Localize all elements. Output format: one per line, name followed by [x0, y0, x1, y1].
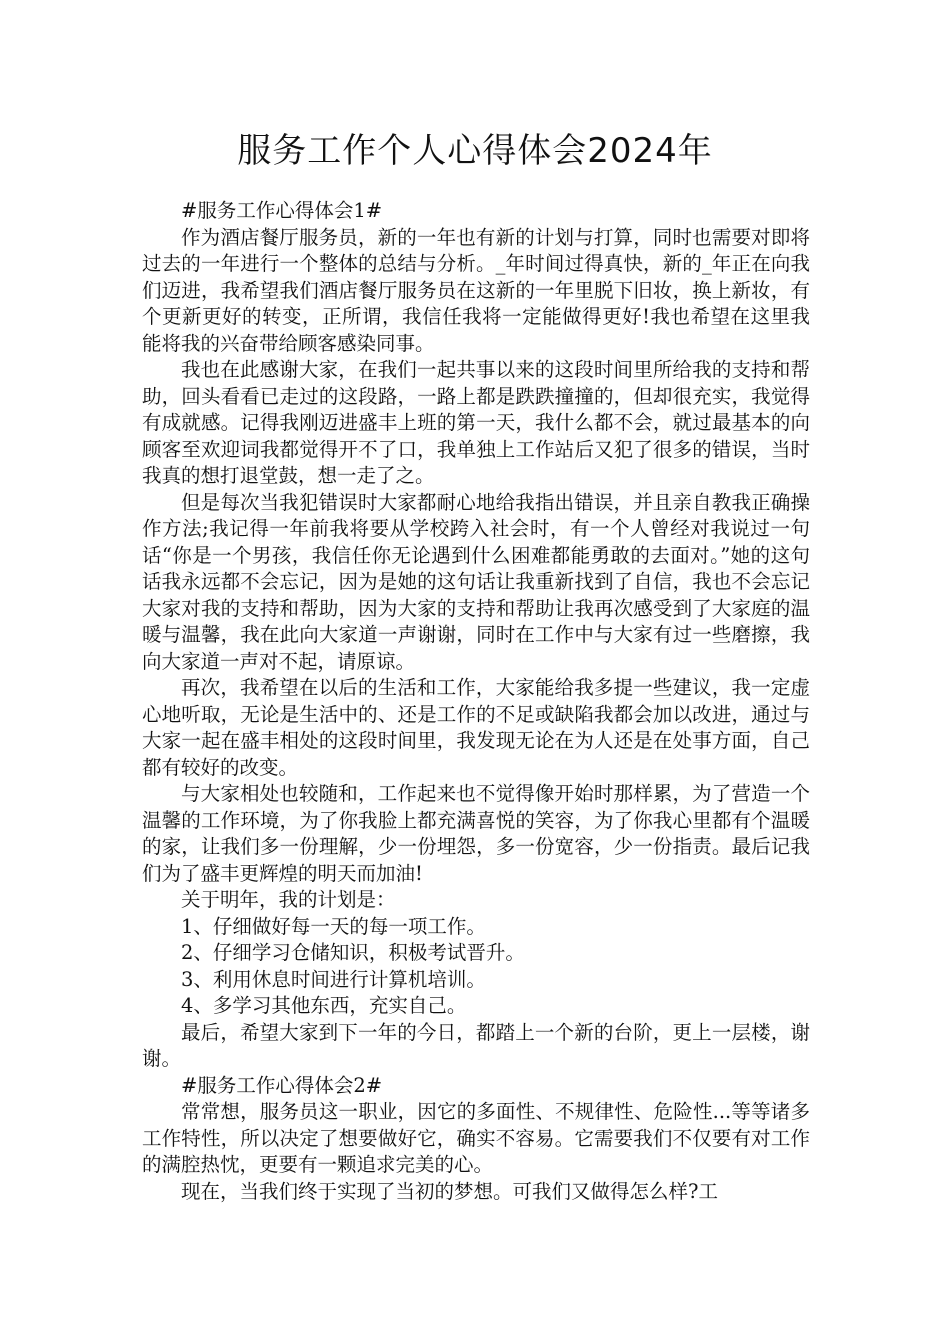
plan-item: 4、多学习其他东西，充实自己。	[181, 994, 467, 1017]
paragraph: 我也在此感谢大家，在我们一起共事以来的这段时间里所给我的支持和帮助，回头看看已走过的这段路，一路上都是跌跌撞撞的，但却很充实，我觉得有成就感。记得我刚迈进盛丰上班的第一天，我什么都不会，就过最基本的向顾客至欢迎词我都觉得开不了口，我单独上工作站后又犯了很多的错误，当时我真的想打退堂鼓，想一走了之。	[142, 358, 810, 487]
paragraph: 最后，希望大家到下一年的今日，都踏上一个新的台阶，更上一层楼，谢谢。	[142, 1020, 810, 1070]
section-heading-1: #服务工作心得体会1#	[181, 199, 383, 222]
plan-item: 2、仔细学习仓储知识，积极考试晋升。	[181, 941, 525, 964]
paragraph: 再次，我希望在以后的生活和工作，大家能给我多提一些建议，我一定虚心地听取，无论是生活中的、还是工作的不足或缺陷我都会加以改进，通过与大家一起在盛丰相处的这段时间里，我发现无论在为人还是在处事方面，自己都有较好的改变。	[142, 676, 810, 779]
paragraph: 常常想，服务员这一职业，因它的多面性、不规律性、危险性...等等诸多工作特性，所以决定了想要做好它，确实不容易。它需要我们不仅要有对工作的满腔热忱，更要有一颗追求完美的心。	[142, 1100, 810, 1176]
document-body	[142, 198, 810, 1205]
paragraph: 现在，当我们终于实现了当初的梦想。可我们又做得怎么样?工	[181, 1179, 718, 1203]
plan-item: 1、仔细做好每一天的每一项工作。	[181, 914, 486, 938]
document-title: 服务工作个人心得体会2024年	[237, 131, 713, 171]
paragraph: 作为酒店餐厅服务员，新的一年也有新的计划与打算，同时也需要对即将过去的一年进行一个整体的总结与分析。_年时间过得真快，新的_年正在向我们迈进，我希望我们酒店餐厅服务员在这新的一年里脱下旧妆，换上新妆，有个更新更好的转变，正所谓，我信任我将一定能做得更好!我也希望在这里我能将我的兴奋带给顾客感染同事。	[142, 225, 810, 355]
section-heading-2: #服务工作心得体会2#	[181, 1073, 383, 1097]
plan-item: 3、利用休息时间进行计算机培训。	[181, 967, 486, 991]
plan-intro: 关于明年，我的计划是：	[181, 888, 396, 911]
paragraph: 但是每次当我犯错误时大家都耐心地给我指出错误，并且亲自教我正确操作方法;我记得一年前我将要从学校跨入社会时，有一个人曾经对我说过一句话“你是一个男孩，我信任你无论遇到什么困难都能勇敢的去面对。”她的这句话我永远都不会忘记，因为是她的这句话让我重新找到了自信，我也不会忘记大家对我的支持和帮助，因为大家的支持和帮助让我再次感受到了大家庭的温暖与温馨，我在此向大家道一声谢谢，同时在工作中与大家有过一些磨擦，我向大家道一声对不起，请原谅。	[142, 490, 810, 673]
paragraph: 与大家相处也较随和，工作起来也不觉得像开始时那样累，为了营造一个温馨的工作环境，为了你我脸上都充满喜悦的笑容，为了你我心里都有个温暖的家，让我们多一份理解，少一份埋怨，多一份宽容，少一份指责。最后记我们为了盛丰更辉煌的明天而加油!	[142, 782, 810, 885]
